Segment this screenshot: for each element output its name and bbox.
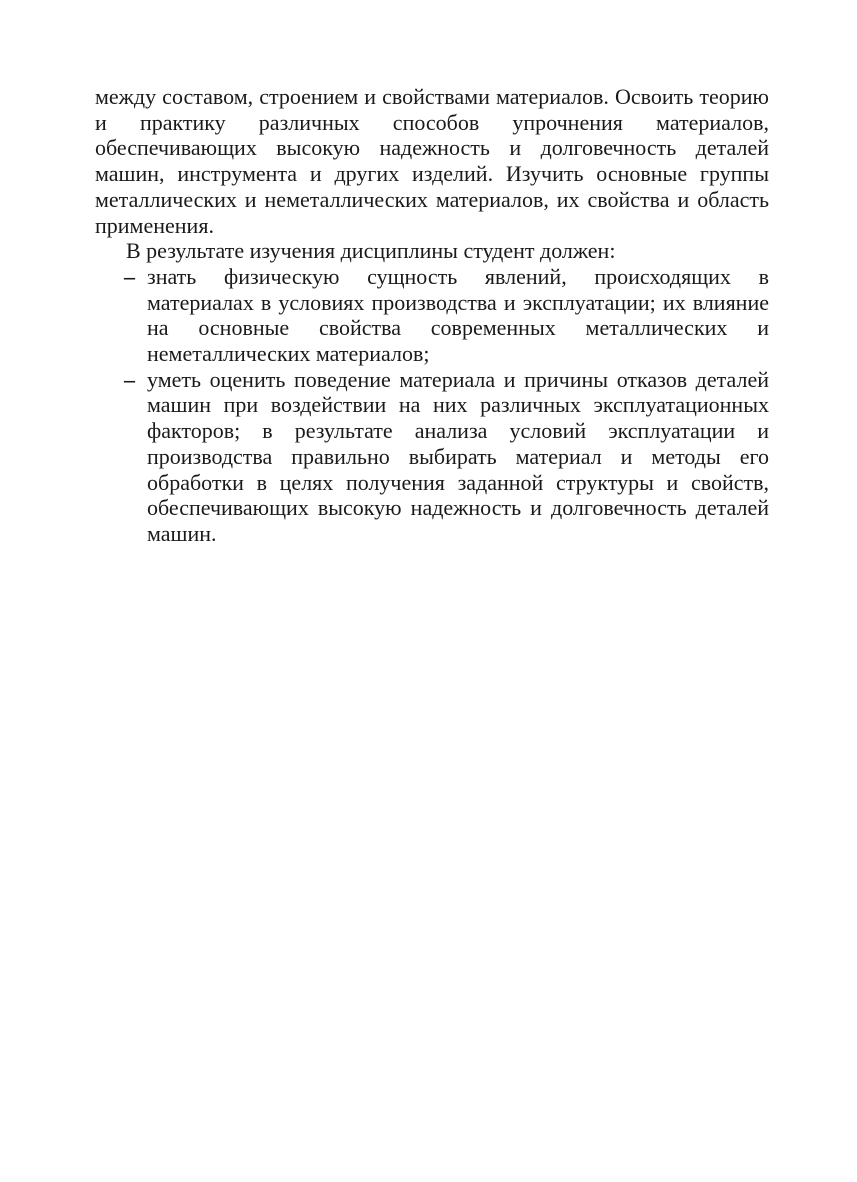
competency-list [95, 264, 769, 547]
intro-paragraph: между составом, строением и свойствами материалов. Освоить теорию и практику различных способов упрочнения материалов, обеспечивающих высокую надежность и долговечность деталей машин, инструмента и других изделий. Изучить основные группы металлических и неметаллических материалов, их свойства и область применения. [95, 84, 769, 238]
list-item-be-able [95, 367, 769, 547]
result-lead-paragraph: В результате изучения дисциплины студент должен: [126, 238, 616, 264]
list-item-text: уметь оценить поведение материала и причины отказов деталей машин при воздействии на них различных эксплуатационных факторов; в результате анализа условий эксплуатации и производства правильно выбирать материал и методы его обработки в целях получения заданной структуры и свойств, обеспечивающих высокую надежность и долговечность деталей машин. [147, 366, 769, 546]
list-item-know [95, 264, 769, 367]
list-item-text: знать физическую сущность явлений, происходящих в материалах в условиях производства и эксплуатации; их влияние на основные свойства современных металлических и неметаллических материалов; [147, 263, 769, 367]
dash-bullet: – [124, 263, 135, 289]
dash-bullet: – [124, 366, 135, 392]
document-page [95, 84, 769, 547]
